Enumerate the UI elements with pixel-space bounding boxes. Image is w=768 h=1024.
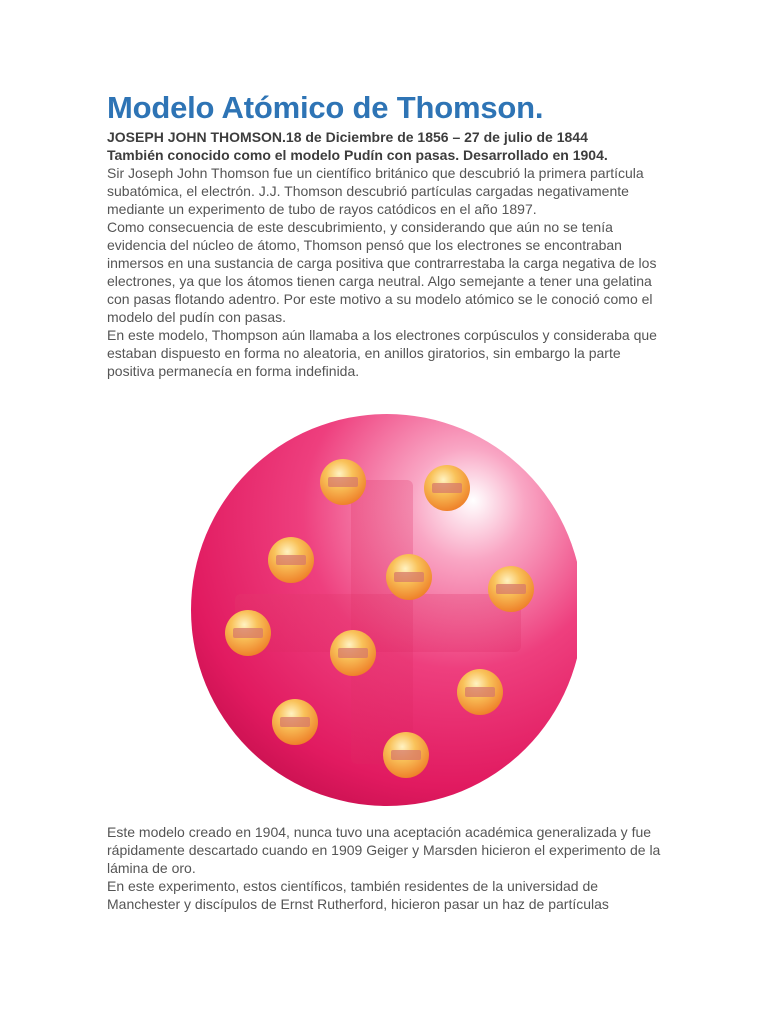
minus-sign-icon	[276, 555, 306, 565]
electron	[268, 537, 314, 583]
paragraph-2: Como consecuencia de este descubrimiento, y considerando que aún no se tenía evidencia del núcleo de átomo, Thomson pensó que los electrones se encontraban inmersos en una sustancia de carga positiva que contrarrestaba la carga negativa de los electrones, ya que los átomos tienen carga neutral. Algo semejante a tener una gelatina con pasas flotando adentro. Por este motivo a su modelo atómico se le conoció como el modelo del pudín con pasas.	[107, 219, 657, 325]
document-top	[107, 88, 667, 380]
thomson-atom-model-icon	[191, 408, 577, 813]
document-bottom	[107, 823, 667, 913]
subtitle-line-1: JOSEPH JOHN THOMSON.18 de Diciembre de 1856 – 27 de julio de 1844	[107, 129, 588, 145]
bottom-paragraph-2: En este experimento, estos científicos, también residentes de la universidad de Manchester y discípulos de Ernst Rutherford, hicieron pasar un haz de partículas	[107, 878, 609, 912]
electron	[320, 459, 366, 505]
electron	[457, 669, 503, 715]
minus-sign-icon	[338, 648, 368, 658]
atom-model-figure	[191, 408, 577, 813]
minus-sign-icon	[432, 483, 462, 493]
minus-sign-icon	[233, 628, 263, 638]
electron	[386, 554, 432, 600]
electron	[383, 732, 429, 778]
bottom-paragraph-1: Este modelo creado en 1904, nunca tuvo una aceptación académica generalizada y fue rápidamente descartado cuando en 1909 Geiger y Marsden hicieron el experimento de la lámina de oro.	[107, 824, 661, 876]
minus-sign-icon	[280, 717, 310, 727]
paragraph-3: En este modelo, Thompson aún llamaba a los electrones corpúsculos y consideraba que estaban dispuesto en forma no aleatoria, en anillos giratorios, sin embargo la parte positiva permanecía en forma indefinida.	[107, 327, 657, 379]
electron	[272, 699, 318, 745]
subtitle-line-2: También conocido como el modelo Pudín con pasas. Desarrollado en 1904.	[107, 147, 608, 163]
paragraph-1: Sir Joseph John Thomson fue un científico británico que descubrió la primera partícula subatómica, el electrón. J.J. Thomson descubrió partículas cargadas negativamente mediante un experimento de tubo de rayos catódicos en el año 1897.	[107, 165, 644, 217]
electron	[424, 465, 470, 511]
electron	[330, 630, 376, 676]
minus-sign-icon	[465, 687, 495, 697]
minus-sign-icon	[328, 477, 358, 487]
minus-sign-icon	[391, 750, 421, 760]
minus-sign-icon	[496, 584, 526, 594]
page-title: Modelo Atómico de Thomson.	[107, 90, 544, 125]
electron	[225, 610, 271, 656]
minus-sign-icon	[394, 572, 424, 582]
electron	[488, 566, 534, 612]
